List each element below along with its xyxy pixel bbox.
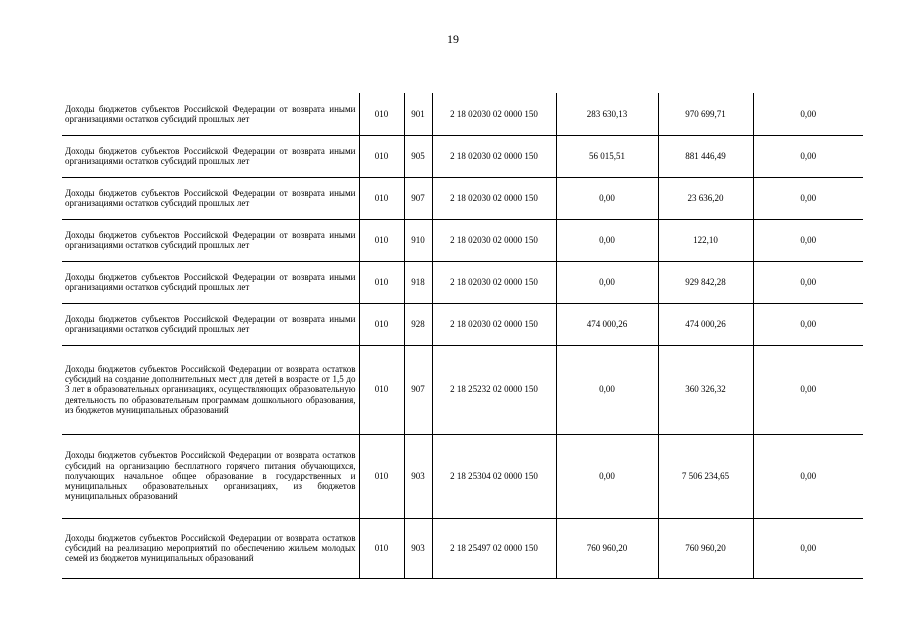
- code-administrator: 901: [404, 93, 432, 135]
- code-chapter: 010: [359, 219, 404, 261]
- revenue-description: Доходы бюджетов субъектов Российской Федерации от возврата иными организациями остатков субсидий прошлых лет: [62, 93, 359, 135]
- table-row: [62, 177, 863, 219]
- code-administrator: 918: [404, 261, 432, 303]
- table-row: [62, 135, 863, 177]
- amount-2: 474 000,26: [658, 303, 753, 345]
- revenue-description: Доходы бюджетов субъектов Российской Федерации от возврата остатков субсидий на реализацию мероприятий по обеспечению жильем молодых семей из бюджетов муниципальных образований: [62, 518, 359, 578]
- amount-1: 0,00: [556, 434, 658, 518]
- budget-classification-code: 2 18 02030 02 0000 150: [432, 303, 556, 345]
- budget-classification-code: 2 18 02030 02 0000 150: [432, 135, 556, 177]
- amount-2: 760 960,20: [658, 518, 753, 578]
- amount-2: 929 842,28: [658, 261, 753, 303]
- revenue-description: Доходы бюджетов субъектов Российской Федерации от возврата остатков субсидий на создание дополнительных мест для детей в возрасте от 1,5 до 3 лет в образовательных организациях, осуществляющих образовательную деятельность по образовательным программам дошкольного образования, из бюджетов муниципальных образований: [62, 345, 359, 434]
- budget-classification-code: 2 18 25304 02 0000 150: [432, 434, 556, 518]
- table-row: [62, 345, 863, 434]
- budget-classification-code: 2 18 02030 02 0000 150: [432, 261, 556, 303]
- amount-1: 760 960,20: [556, 518, 658, 578]
- amount-1: 283 630,13: [556, 93, 658, 135]
- amount-2: 970 699,71: [658, 93, 753, 135]
- budget-classification-code: 2 18 02030 02 0000 150: [432, 177, 556, 219]
- budget-revenue-table: [62, 93, 863, 579]
- amount-3: 0,00: [753, 518, 863, 578]
- code-administrator: 928: [404, 303, 432, 345]
- amount-1: 0,00: [556, 345, 658, 434]
- amount-1: 0,00: [556, 219, 658, 261]
- budget-classification-code: 2 18 25497 02 0000 150: [432, 518, 556, 578]
- budget-classification-code: 2 18 02030 02 0000 150: [432, 219, 556, 261]
- table-row: [62, 434, 863, 518]
- code-administrator: 910: [404, 219, 432, 261]
- code-chapter: 010: [359, 434, 404, 518]
- revenue-description: Доходы бюджетов субъектов Российской Федерации от возврата остатков субсидий на организацию бесплатного горячего питания обучающихся, получающих начальное общее образование в государственных и муниципальных образовательных организациях, из бюджетов муниципальных образований: [62, 434, 359, 518]
- amount-1: 474 000,26: [556, 303, 658, 345]
- code-administrator: 905: [404, 135, 432, 177]
- code-chapter: 010: [359, 261, 404, 303]
- code-chapter: 010: [359, 93, 404, 135]
- amount-3: 0,00: [753, 434, 863, 518]
- code-chapter: 010: [359, 345, 404, 434]
- amount-3: 0,00: [753, 219, 863, 261]
- revenue-description: Доходы бюджетов субъектов Российской Федерации от возврата иными организациями остатков субсидий прошлых лет: [62, 135, 359, 177]
- budget-classification-code: 2 18 02030 02 0000 150: [432, 93, 556, 135]
- revenue-description: Доходы бюджетов субъектов Российской Федерации от возврата иными организациями остатков субсидий прошлых лет: [62, 177, 359, 219]
- amount-2: 7 506 234,65: [658, 434, 753, 518]
- table-row: [62, 518, 863, 578]
- amount-2: 122,10: [658, 219, 753, 261]
- code-chapter: 010: [359, 518, 404, 578]
- table-row: [62, 303, 863, 345]
- amount-3: 0,00: [753, 345, 863, 434]
- code-administrator: 907: [404, 177, 432, 219]
- amount-2: 360 326,32: [658, 345, 753, 434]
- table-row: [62, 93, 863, 135]
- revenue-description: Доходы бюджетов субъектов Российской Федерации от возврата иными организациями остатков субсидий прошлых лет: [62, 261, 359, 303]
- code-administrator: 903: [404, 434, 432, 518]
- amount-1: 0,00: [556, 261, 658, 303]
- code-administrator: 907: [404, 345, 432, 434]
- amount-3: 0,00: [753, 261, 863, 303]
- amount-3: 0,00: [753, 177, 863, 219]
- revenue-description: Доходы бюджетов субъектов Российской Федерации от возврата иными организациями остатков субсидий прошлых лет: [62, 303, 359, 345]
- amount-1: 56 015,51: [556, 135, 658, 177]
- amount-1: 0,00: [556, 177, 658, 219]
- code-chapter: 010: [359, 303, 404, 345]
- table-row: [62, 261, 863, 303]
- table-row: [62, 219, 863, 261]
- code-chapter: 010: [359, 135, 404, 177]
- page-number: 19: [447, 32, 459, 46]
- amount-2: 23 636,20: [658, 177, 753, 219]
- revenue-description: Доходы бюджетов субъектов Российской Федерации от возврата иными организациями остатков субсидий прошлых лет: [62, 219, 359, 261]
- amount-3: 0,00: [753, 303, 863, 345]
- budget-classification-code: 2 18 25232 02 0000 150: [432, 345, 556, 434]
- code-administrator: 903: [404, 518, 432, 578]
- code-chapter: 010: [359, 177, 404, 219]
- amount-3: 0,00: [753, 93, 863, 135]
- amount-2: 881 446,49: [658, 135, 753, 177]
- amount-3: 0,00: [753, 135, 863, 177]
